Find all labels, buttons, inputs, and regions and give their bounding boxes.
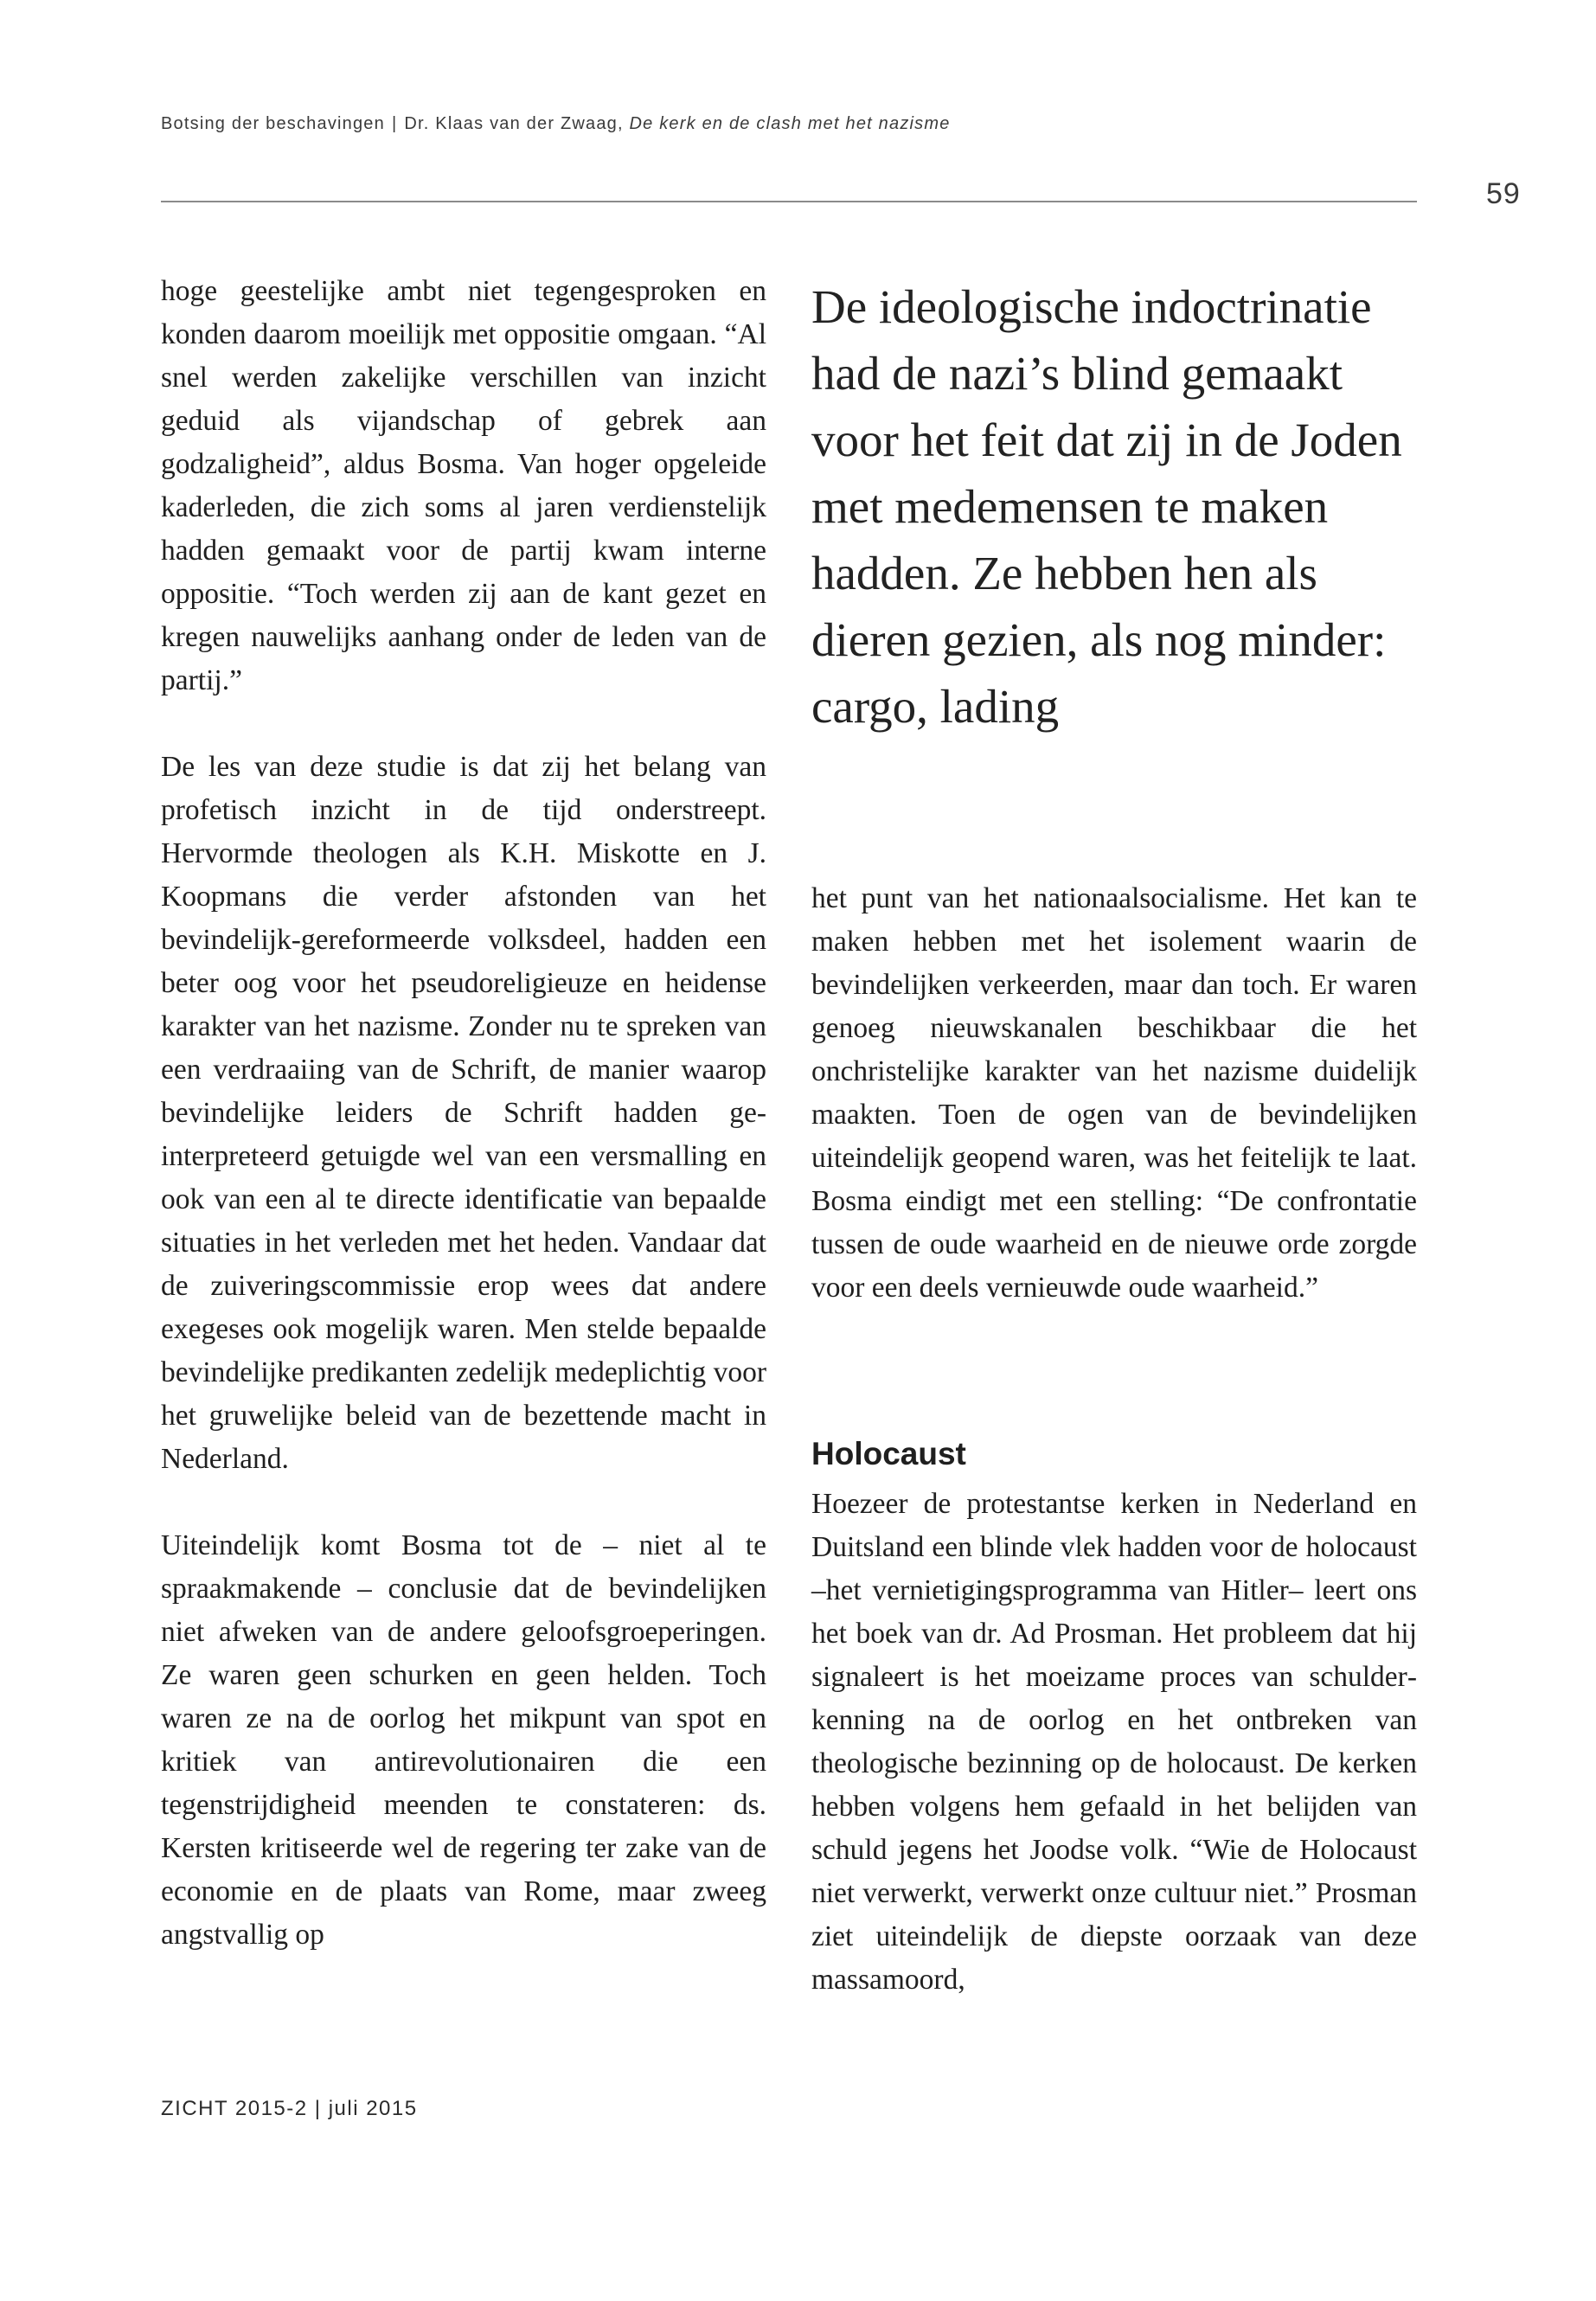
running-header bbox=[161, 114, 951, 134]
body-paragraph: hoge geestelijke ambt niet tegengesproken en konden daarom moeilijk met oppositie omgaan. “Al snel werden zakelijke verschillen van inzicht geduid als vijandschap of gebrek aan godzaligheid”, aldus Bosma. Van hoger opgeleide kaderleden, die zich soms al jaren verdienstelijk hadden gemaakt voor de partij kwam interne oppositie. “Toch werden zij aan de kant gezet en kregen nauwelijks aanhang onder de leden van de partij.” bbox=[161, 275, 766, 696]
right-column-top bbox=[811, 877, 1417, 1310]
left-column bbox=[161, 270, 766, 1957]
body-paragraph: Hoezeer de protestantse kerken in Nederland en Duitsland een blinde vlek hadden voor de holocaust –het vernietigingsprogramma van Hitler– leert ons het boek van dr. Ad Prosman. Het probleem dat hij signaleert is het moeizame proces van schulderkenning na de oorlog en het ontbreken van theologische bezinning op de holocaust. De kerken hebben volgens hem gefaald in het belijden van schuld jegens het Joodse volk. “Wie de Holocaust niet verwerkt, verwerkt onze cultuur niet.” Prosman ziet uiteindelijk de diepste oorzaak van deze massamoord, bbox=[811, 1488, 1417, 1996]
header-separator: | bbox=[391, 114, 398, 133]
page-number: 59 bbox=[1486, 177, 1521, 210]
section-heading: Holocaust bbox=[811, 1436, 966, 1471]
header-section: Botsing der beschavingen bbox=[161, 114, 385, 133]
header-author: Dr. Klaas van der Zwaag, bbox=[404, 114, 624, 133]
body-paragraph: het punt van het nationaalsocialisme. Het kan te maken hebben met het isolement waarin de bevindelijken verkeerden, maar dan toch. Er waren genoeg nieuwskanalen beschikbaar die het onchristelijke karakter van het nazisme duidelijk maakten. Toen de ogen van de bevindelijken uiteindelijk geopend waren, was het feitelijk te laat. Bosma eindigt met een stelling: “De confrontatie tussen de oude waarheid en de nieuwe orde zorgde voor een deels vernieuwde oude waarheid.” bbox=[811, 882, 1417, 1304]
page-footer: ZICHT 2015-2 | juli 2015 bbox=[161, 2097, 418, 2120]
body-paragraph: De les van deze studie is dat zij het belang van profetisch inzicht in de tijd onderstreept. Hervormde theologen als K.H. Miskotte en J. Koopmans die verder afstonden van het bevindelijk-gereformeerde volksdeel, hadden een beter oog voor het pseudoreligieuze en heidense karakter van het nazisme. Zonder nu te spreken van een verdraaiing van de Schrift, de manier waarop bevindelijke leiders de Schrift hadden geinterpreteerd getuigde wel van een versmalling en ook van een al te directe identificatie van bepaalde situaties in het verleden met het heden. Vandaar dat de zuiveringscommissie erop wees dat andere exegeses ook mogelijk waren. Men stelde bepaalde bevindelijke predikanten zedelijk medeplichtig voor het gruwelijke beleid van de bezettende macht in Nederland. bbox=[161, 751, 766, 1475]
header-article-title: De kerk en de clash met het nazisme bbox=[629, 114, 951, 133]
right-column-bottom bbox=[811, 1483, 1417, 2002]
body-paragraph: Uiteindelijk komt Bosma tot de – niet al te spraakmakende – conclusie dat de bevindelijken niet afweken van de andere geloofsgroeperingen. Ze waren geen schurken en geen helden. Toch waren ze na de oorlog het mikpunt van spot en kritiek van antirevolutionairen die een tegenstrijdigheid meenden te constateren: ds. Kersten kritiseerde wel de regering ter zake van de economie en de plaats van Rome, maar zweeg angstvallig op bbox=[161, 1529, 766, 1951]
header-rule bbox=[161, 201, 1417, 202]
pull-quote: De ideologische indoctrinatie had de nazi’s blind gemaakt voor het feit dat zij in de Joden met medemensen te maken hadden. Ze hebben hen als dieren gezien, als nog minder: cargo, lading bbox=[811, 280, 1402, 733]
